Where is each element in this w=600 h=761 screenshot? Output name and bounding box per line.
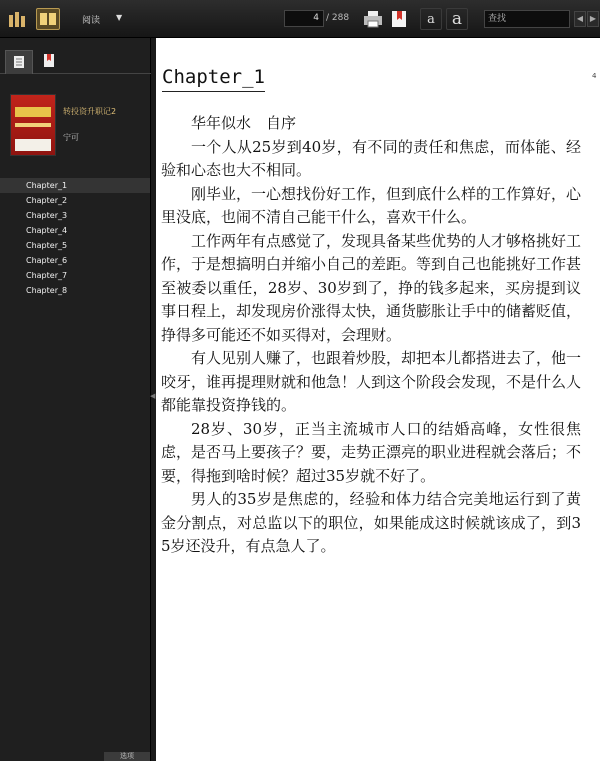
print-icon[interactable]	[362, 8, 384, 30]
paragraph: 刚毕业，一心想找份好工作，但到底什么样的工作算好，心里没底，也闹不清自己能干什么，喜欢干什么。	[161, 184, 582, 226]
book-author: 宁可	[63, 133, 79, 142]
options-button[interactable]: 选项	[104, 752, 150, 761]
book-title: 转投资升职记2	[63, 107, 117, 116]
chapter-item[interactable]: Chapter_2	[26, 196, 68, 205]
increase-font-button[interactable]: a	[446, 8, 468, 30]
paragraph: 一个人从25岁到40岁，有不同的责任和焦虑，而体能、经验和心态也大不相同。	[161, 137, 581, 179]
library-icon[interactable]	[6, 8, 28, 30]
chapter-item[interactable]: Chapter_6	[26, 256, 68, 265]
paragraph: 工作两年有点感觉了，发现具备某些优势的人才够格挑好工作，于是想搞明白并缩小自己的差距。等到自己也能挑好工作甚至被委以重任，28岁、30岁到了，挣的钱多起来，买房提到议事日程上，却发现房价涨得太快，通货膨胀让手中的储蓄贬值，挣得多可能还不如买得对，会理财。	[161, 231, 582, 344]
search-next-icon[interactable]: ▶	[587, 11, 599, 27]
search-prev-icon[interactable]: ◀	[574, 11, 586, 27]
sidebar-tabs	[0, 46, 151, 74]
sidebar	[0, 38, 151, 761]
decrease-font-button[interactable]: a	[420, 8, 442, 30]
chevron-down-icon[interactable]: ▼	[116, 13, 123, 22]
search-input[interactable]: 查找	[484, 10, 570, 28]
page-number-input[interactable]: 4	[284, 10, 324, 27]
chapter-item[interactable]: Chapter_3	[26, 211, 68, 220]
chapter-item[interactable]: Chapter_4	[26, 226, 68, 235]
page-content	[161, 112, 581, 559]
toc-tab-icon[interactable]	[5, 50, 33, 74]
section-heading: 华年似水 自序	[191, 114, 297, 132]
book-cover[interactable]	[10, 94, 56, 156]
page-total: / 288	[326, 13, 350, 23]
chapter-item[interactable]: Chapter_8	[26, 286, 68, 295]
paragraph: 有人见别人赚了，也跟着炒股，却把本儿都搭进去了，他一咬牙，谁再提理财就和他急！人到这个阶段会发现，不是什么人都能靠投资挣钱的。	[161, 349, 582, 414]
book-view-icon[interactable]	[36, 8, 60, 30]
bookmark-icon[interactable]	[388, 8, 410, 30]
bookmarks-tab-icon[interactable]	[36, 50, 64, 74]
read-mode-label[interactable]: 阅读	[82, 16, 101, 26]
chapter-title: Chapter_1	[162, 66, 265, 92]
toolbar	[0, 0, 600, 38]
chapter-item[interactable]: Chapter_7	[26, 271, 68, 280]
paragraph: 男人的35岁是焦虑的，经验和体力结合完美地运行到了黄金分割点，对总监以下的职位，如果能成这时候就该成了，到35岁还没升，有点急人了。	[161, 490, 581, 555]
chapter-list	[0, 178, 150, 298]
page-number: 4	[592, 72, 597, 80]
chapter-item[interactable]: Chapter_5	[26, 241, 68, 250]
reading-page	[156, 38, 600, 761]
collapse-sidebar-icon[interactable]: ◀	[150, 392, 156, 400]
paragraph: 28岁、30岁，正当主流城市人口的结婚高峰，女性很焦虑，是否马上要孩子？要，走势正漂亮的职业进程就会落后；不要，得拖到啥时候？超过35岁就不好了。	[161, 419, 582, 485]
chapter-item[interactable]: Chapter_1	[0, 178, 150, 193]
